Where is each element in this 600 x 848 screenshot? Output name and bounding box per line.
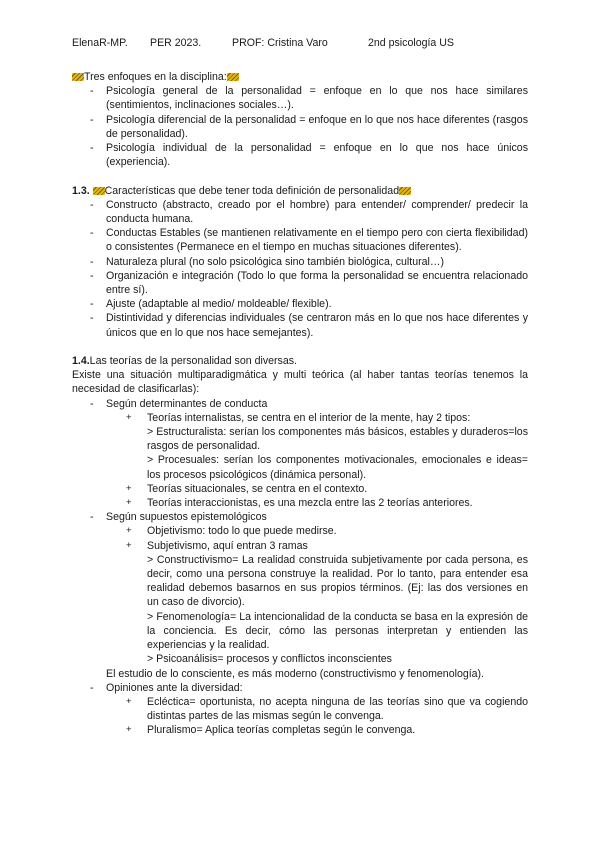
header-course: 2nd psicología US: [368, 37, 454, 49]
enfoques-heading: Tres enfoques en la disciplina:: [72, 70, 528, 84]
sub-item: > Estructuralista: serían los componentes más básicos, estables y duraderos=los rasgos de personalidad.: [147, 426, 528, 453]
note-text: El estudio de lo consciente, es más moderno (constructivismo y fenomenología).: [106, 667, 485, 680]
header-professor: PROF: Cristina Varo: [232, 37, 328, 49]
section-1-4-heading: 1.4.Las teorías de la personalidad son diversas.: [72, 355, 297, 368]
list-item: + Ecléctica= oportunista, no acepta ninguna de las teorías sino que va cogiendo distintas partes de las mismas según le convenga.: [126, 695, 528, 723]
list-item: - Psicología diferencial de la personalidad = enfoque en lo que nos hace diferentes (rasgos de personalidad).: [90, 113, 528, 140]
list-item: - Naturaleza plural (no solo psicológica sino también biológica, cultural…): [90, 255, 444, 268]
header-author: ElenaR-MP.: [72, 37, 128, 49]
list-item: - Constructo (abstracto, creado por el hombre) para entender/ comprender/ predecir la conducta humana.: [90, 198, 528, 226]
page-header: [72, 37, 560, 51]
header-subject: PER 2023.: [150, 37, 202, 49]
sub-item: > Fenomenología= La intencionalidad de la conducta se basa en la expresión de la conciencia. Es decir, cómo las personas interpretan y entienden las experiencias y la realidad.: [147, 610, 528, 652]
sub-item: > Psicoanálisis= procesos y conflictos inconscientes: [147, 653, 392, 666]
list-item: - Distintividad y diferencias individuales (se centraron más en lo que nos hace diferentes y únicos que en lo que nos hace semejantes).: [90, 312, 528, 339]
list-item: + Objetivismo: todo lo que puede medirse.: [126, 525, 337, 538]
list-item: - Según determinantes de conducta: [90, 397, 268, 410]
section-1-3-heading: 1.3. Características que debe tener toda definición de personalidad: [72, 184, 528, 198]
highlighter-icon: [227, 73, 239, 81]
list-item: + Teorías internalistas, se centra en el interior de la mente, hay 2 tipos:: [126, 411, 471, 424]
list-item: - Según supuestos epistemológicos: [90, 511, 267, 524]
sub-item: > Constructivismo= La realidad construida subjetivamente por cada persona, es decir, como una persona construye la realidad. Por lo tanto, para entender esa realidad debemos basarnos en sus propios términos. (Ej: las dos versiones en un caso de divorcio).: [147, 553, 528, 609]
sub-item: > Procesuales: serían los componentes motivacionales, emocionales e ideas= los procesos psicológicos (dinámica personal).: [147, 454, 528, 481]
highlighter-icon: [72, 73, 84, 81]
section-1-4-intro: Existe una situación multiparadigmática y multi teórica (al haber tantas teorías tenemos la necesidad de clasificarlas):: [72, 369, 528, 396]
list-item: - Psicología individual de la personalidad = enfoque en lo que nos hace únicos (experiencia).: [90, 142, 528, 169]
list-item: - Ajuste (adaptable al medio/ moldeable/ flexible).: [90, 298, 332, 311]
document-body: [72, 70, 528, 738]
list-item: + Teorías situacionales, se centra en el contexto.: [126, 482, 368, 495]
list-item: + Pluralismo= Aplica teorías completas según le convenga.: [126, 724, 416, 737]
list-item: + Teorías interaccionistas, es una mezcla entre las 2 teorías anteriores.: [126, 497, 473, 510]
highlighter-icon: [93, 187, 105, 195]
list-item: - Psicología general de la personalidad = enfoque en lo que nos hace similares (sentimientos, inclinaciones sociales…).: [90, 85, 528, 112]
list-item: + Subjetivismo, aquí entran 3 ramas: [126, 539, 308, 552]
highlighter-icon: [399, 187, 411, 195]
list-item: - Conductas Estables (se mantienen relativamente en el tiempo pero con cierta flexibilidad) o consistentes (Permanece en el tiempo en muchas situaciones diferentes).: [90, 227, 528, 254]
list-item: - Opiniones ante la diversidad:: [90, 681, 243, 694]
list-item: - Organización e integración (Todo lo que forma la personalidad se encuentra relacionado entre sí).: [90, 269, 528, 297]
